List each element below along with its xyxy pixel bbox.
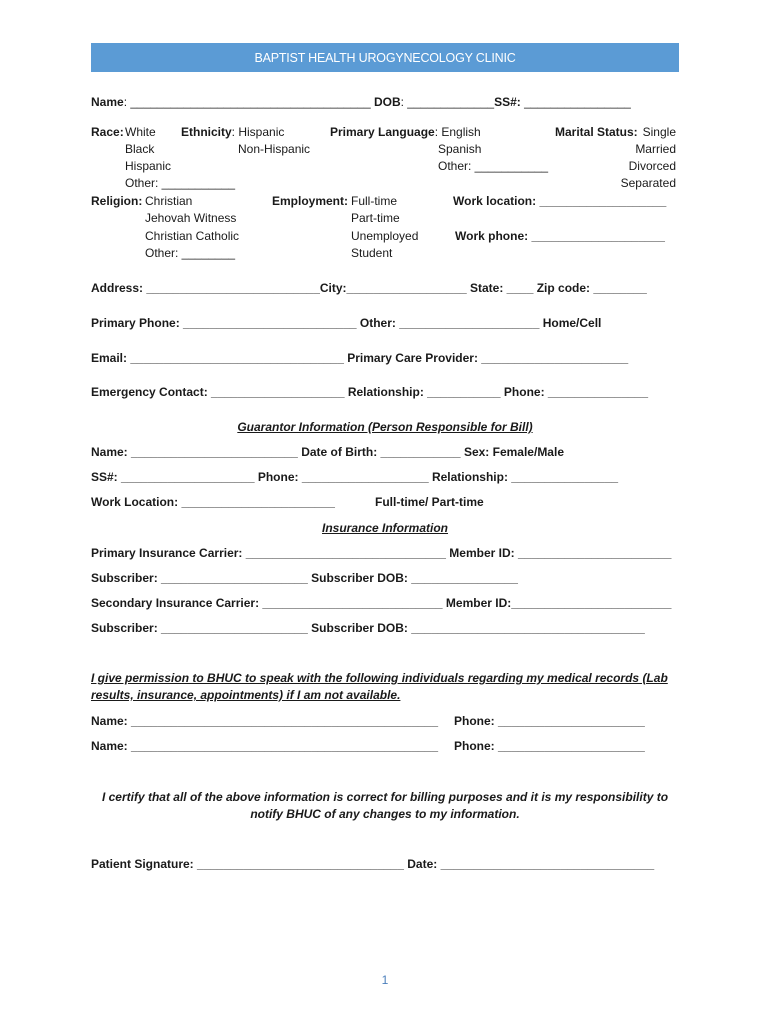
language-label: Primary Language [330, 125, 435, 139]
patient-signature-row[interactable]: Patient Signature: _______________________________ Date: ________________________________ [91, 857, 655, 871]
ethnicity-label: Ethnicity [181, 125, 232, 139]
religion-option-christian[interactable]: Christian [145, 194, 193, 208]
religion-option-jehovah-witness[interactable]: Jehovah Witness [145, 211, 237, 225]
employment-option-full-time[interactable]: Full-time [351, 194, 398, 208]
work-phone-field[interactable]: Work phone: ____________________ [455, 229, 665, 243]
guarantor-work-location[interactable]: Work Location: _______________________ [91, 495, 335, 509]
permission-person2-phone[interactable]: Phone: ______________________ [454, 739, 645, 753]
subscriber-2-row[interactable]: Subscriber: ______________________ Subscriber DOB: ___________________________________ [91, 621, 645, 635]
employment-option-student[interactable]: Student [351, 246, 393, 260]
clinic-title: BAPTIST HEALTH UROGYNECOLOGY CLINIC [254, 50, 516, 65]
clinic-header [91, 43, 679, 72]
patient-name-row [91, 95, 631, 109]
guarantor-name-row[interactable]: Name: _________________________ Date of Birth: ____________ Sex: Female/Male [91, 445, 564, 459]
ss-field[interactable]: ________________ [524, 95, 631, 109]
permission-person1-name[interactable]: Name: ______________________________________________ [91, 714, 439, 728]
name-label: Name [91, 95, 124, 109]
address-row[interactable]: Address: __________________________City:__________________ State: ____ Zip code: ________ [91, 281, 647, 295]
ethnicity-option-non-hispanic[interactable]: Non-Hispanic [238, 142, 311, 156]
emergency-contact-row[interactable]: Emergency Contact: ____________________ Relationship: ___________ Phone: _______________ [91, 385, 649, 399]
race-option-other[interactable]: Other: ___________ [125, 176, 236, 190]
ethnicity-row [181, 125, 284, 139]
guarantor-ss-row[interactable]: SS#: ____________________ Phone: ___________________ Relationship: ________________ [91, 470, 619, 484]
guarantor-heading: Guarantor Information (Person Responsible for Bill) [237, 420, 533, 434]
language-option-other[interactable]: Other: ___________ [438, 159, 549, 173]
race-label: Race: [91, 125, 124, 139]
permission-person1-phone[interactable]: Phone: ______________________ [454, 714, 645, 728]
subscriber-1-row[interactable]: Subscriber: ______________________ Subscriber DOB: ________________ [91, 571, 518, 585]
employment-label: Employment: [272, 194, 349, 208]
language-option-spanish[interactable]: Spanish [438, 142, 482, 156]
primary-phone-row[interactable]: Primary Phone: __________________________ Other: _____________________ Home/Cell [91, 316, 602, 330]
ethnicity-option-hispanic[interactable]: : Hispanic [231, 125, 285, 139]
marital-option-single[interactable]: Single [642, 125, 676, 139]
name-field[interactable]: : ____________________________________ [123, 95, 374, 109]
work-location-field[interactable]: Work location: ___________________ [453, 194, 667, 208]
race-option-black[interactable]: Black [125, 142, 155, 156]
religion-option-other[interactable]: Other: ________ [145, 246, 236, 260]
language-option-english[interactable]: : English [434, 125, 481, 139]
marital-option-married[interactable]: Married [635, 142, 676, 156]
ss-label: SS#: [494, 95, 525, 109]
insurance-heading: Insurance Information [321, 521, 449, 535]
marital-option-separated[interactable]: Separated [620, 176, 676, 190]
permission-person2-name[interactable]: Name: ______________________________________________ [91, 739, 439, 753]
employment-option-part-time[interactable]: Part-time [351, 211, 400, 225]
dob-field[interactable]: : _____________ [400, 95, 495, 109]
religion-option-christian-catholic[interactable]: Christian Catholic [145, 229, 240, 243]
certify-line2: notify BHUC of any changes to my information. [250, 807, 520, 821]
religion-label: Religion: [91, 194, 143, 208]
marital-label: Marital Status: [555, 125, 638, 139]
permission-text-line2: results, insurance, appointments) if I am not available. [91, 688, 401, 702]
race-option-hispanic[interactable]: Hispanic [125, 159, 172, 173]
secondary-insurance-row[interactable]: Secondary Insurance Carrier: ___________________________ Member ID:________________________ [91, 596, 672, 610]
email-row[interactable]: Email: ________________________________ Primary Care Provider: ______________________ [91, 351, 629, 365]
permission-text-line1: I give permission to BHUC to speak with the following individuals regarding my medical records (Lab [91, 671, 668, 685]
page-number: 1 [381, 973, 389, 987]
guarantor-work-type[interactable]: Full-time/ Part-time [375, 495, 484, 509]
employment-option-unemployed[interactable]: Unemployed [351, 229, 419, 243]
race-option-white[interactable]: White [125, 125, 156, 139]
certify-line1: I certify that all of the above information is correct for billing purposes and it is my responsibility to [101, 790, 669, 804]
marital-option-divorced[interactable]: Divorced [628, 159, 676, 173]
primary-insurance-row[interactable]: Primary Insurance Carrier: ______________________________ Member ID: _______________________ [91, 546, 672, 560]
dob-label: DOB [373, 95, 401, 109]
language-row [330, 125, 481, 139]
